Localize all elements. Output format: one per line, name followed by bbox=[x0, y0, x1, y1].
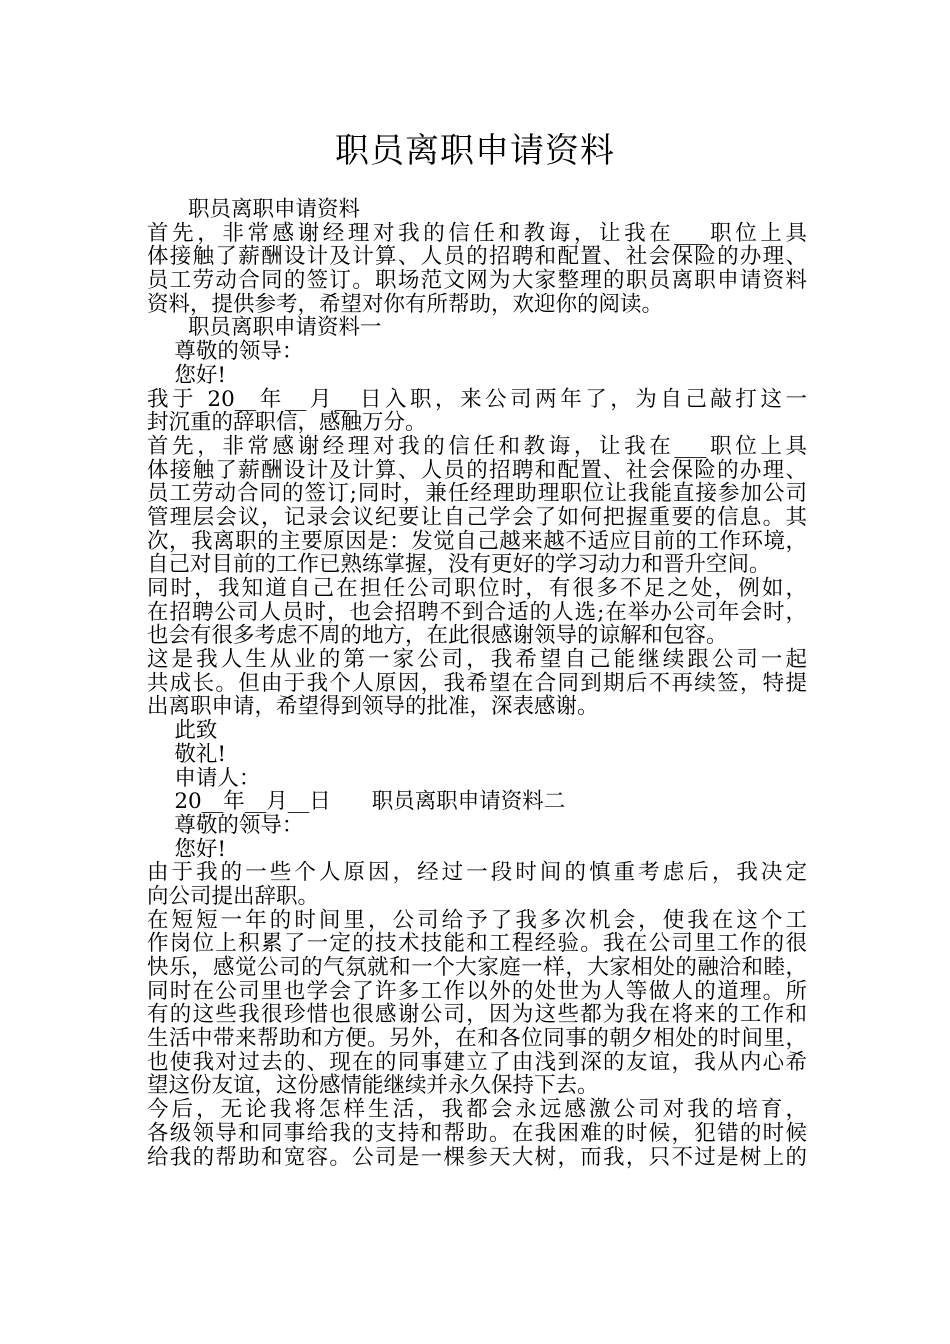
body-line: 首先，非常感谢经理对我的信任和教诲，让我在___职位上具 bbox=[147, 433, 807, 459]
body-line: 您好! bbox=[147, 362, 226, 388]
body-line: 体接触了薪酬设计及计算、人员的招聘和配置、社会保险的办理、 bbox=[147, 457, 807, 483]
body-line: 尊敬的领导： bbox=[147, 339, 304, 365]
body-line: 此致 bbox=[147, 718, 218, 744]
body-line: 首先，非常感谢经理对我的信任和教诲，让我在___职位上具 bbox=[147, 220, 807, 246]
body-line: 申请人： bbox=[147, 765, 261, 791]
body-line: 也使我对过去的、现在的同事建立了由浅到深的友谊，我从内心希 bbox=[147, 1049, 807, 1075]
body-line: 各级领导和同事给我的支持和帮助。在我困难的时候，犯错的时候 bbox=[147, 1120, 807, 1146]
body-line: 我于 20__年__月__日入职，来公司两年了，为自己敲打这一 bbox=[147, 386, 807, 412]
body-line: 员工劳动合同的签订。职场范文网为大家整理的职员离职申请资料 bbox=[147, 268, 807, 294]
body-line: 次，我离职的主要原因是：发觉自己越来越不适应目前的工作环境， bbox=[147, 528, 807, 554]
body-line: 向公司提出辞职。 bbox=[147, 883, 320, 909]
body-line: 敬礼! bbox=[147, 741, 226, 767]
body-line: 20__年__月__日 职员离职申请资料二 bbox=[147, 789, 566, 815]
body-line: 您好! bbox=[147, 836, 226, 862]
document-title: 职员离职申请资料 bbox=[335, 131, 615, 171]
body-line: 职员离职申请资料一 bbox=[147, 315, 382, 341]
body-line: 同时在公司里也学会了许多工作以外的处世为人等做人的道理。所 bbox=[147, 978, 807, 1004]
body-line: 由于我的一些个人原因，经过一段时间的慎重考虑后，我决定 bbox=[147, 860, 807, 886]
body-line: 封沉重的辞职信，感触万分。 bbox=[147, 410, 427, 436]
body-line: 出离职申请，希望得到领导的批准，深表感谢。 bbox=[147, 694, 599, 720]
body-line: 同时，我知道自己在担任公司职位时，有很多不足之处，例如， bbox=[147, 576, 807, 601]
body-line: 职员离职申请资料 bbox=[147, 197, 361, 222]
body-line: 给我的帮助和宽容。公司是一棵参天大树，而我，只不过是树上的 bbox=[147, 1144, 807, 1170]
body-line: 有的这些我很珍惜也很感谢公司，因为这些都为我在将来的工作和 bbox=[147, 1002, 807, 1028]
body-line: 今后，无论我将怎样生活，我都会永远感激公司对我的培育， bbox=[147, 1097, 807, 1123]
body-line: 望这份友谊，这份感情能继续并永久保持下去。 bbox=[147, 1073, 599, 1099]
body-line: 作岗位上积累了一定的技术技能和工程经验。我在公司里工作的很 bbox=[147, 931, 807, 957]
body-line: 这是我人生从业的第一家公司，我希望自己能继续跟公司一起 bbox=[147, 647, 807, 673]
document-body bbox=[147, 198, 807, 1169]
body-line: 尊敬的领导： bbox=[147, 812, 304, 838]
body-line: 在招聘公司人员时，也会招聘不到合适的人选;在举办公司年会时， bbox=[147, 599, 807, 625]
body-line: 共成长。但由于我个人原因，我希望在合同到期后不再续签，特提 bbox=[147, 670, 807, 696]
body-line: 自己对目前的工作已熟练掌握，没有更好的学习动力和晋升空间。 bbox=[147, 552, 771, 578]
body-line: 也会有很多考虑不周的地方，在此很感谢领导的谅解和包容。 bbox=[147, 623, 728, 649]
body-line: 员工劳动合同的签订;同时，兼任经理助理职位让我能直接参加公司 bbox=[147, 481, 807, 507]
body-line: 快乐，感觉公司的气氛就和一个大家庭一样，大家相处的融洽和睦， bbox=[147, 955, 807, 980]
body-line: 体接触了薪酬设计及计算、人员的招聘和配置、社会保险的办理、 bbox=[147, 244, 807, 270]
body-line: 生活中带来帮助和方便。另外，在和各位同事的朝夕相处的时间里， bbox=[147, 1026, 807, 1052]
body-line: 资料，提供参考，希望对你有所帮助，欢迎你的阅读。 bbox=[147, 291, 664, 317]
body-line: 在短短一年的时间里，公司给予了我多次机会，使我在这个工 bbox=[147, 907, 807, 933]
body-line: 管理层会议，记录会议纪要让自己学会了如何把握重要的信息。其 bbox=[147, 504, 807, 530]
